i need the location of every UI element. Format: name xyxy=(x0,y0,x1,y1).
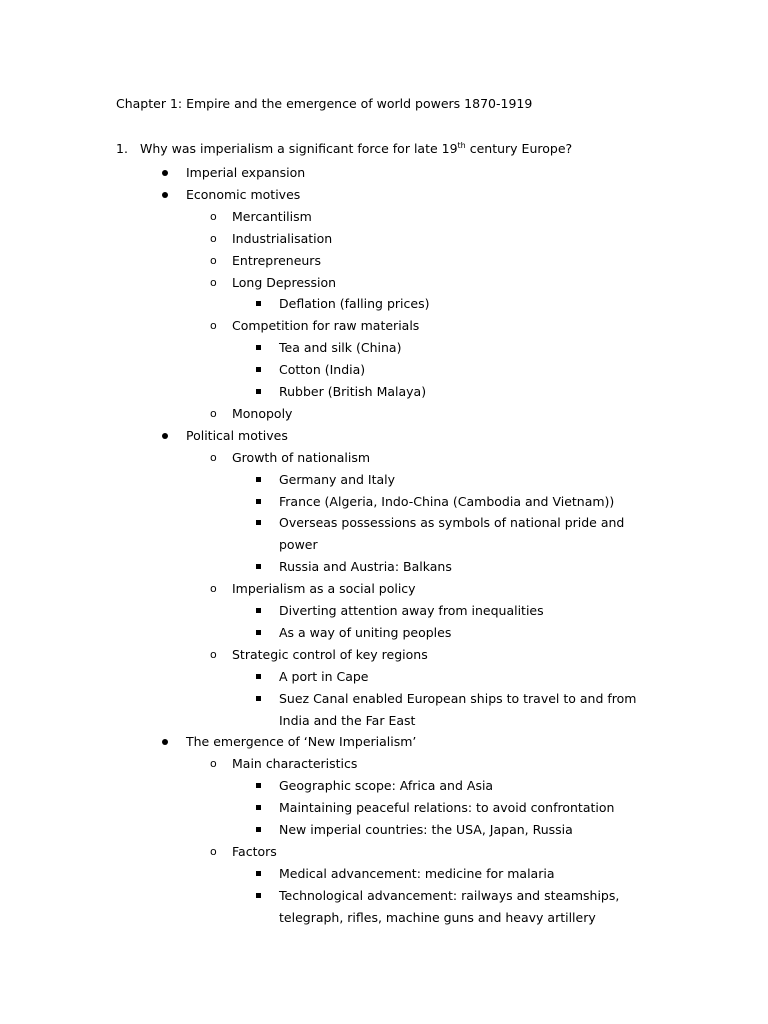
outline-item-level-4: power xyxy=(279,537,318,553)
outline-item-level-1: Imperial expansion xyxy=(186,165,306,180)
outline-item-level-3: A port in Cape xyxy=(279,668,369,684)
outline-item-level-3: Maintaining peaceful relations: to avoid confrontation xyxy=(279,800,615,816)
outline-item-level-2: Long Depression xyxy=(232,274,337,290)
outline-item-level-1: Economic motives xyxy=(186,186,301,202)
outline-item-level-1: Political motives xyxy=(186,427,288,443)
bullet-circle-icon: o xyxy=(210,450,217,464)
bullet-circle-icon: o xyxy=(210,275,217,289)
question-text-end: century Europe? xyxy=(465,141,573,156)
outline-item-level-3: Tea and silk (China) xyxy=(279,340,402,356)
bullet-circle-icon: o xyxy=(210,319,217,333)
outline-item-level-2: Main characteristics xyxy=(232,756,358,772)
question-superscript: th xyxy=(457,140,466,150)
bullet-circle-icon: o xyxy=(210,231,217,245)
outline-item-level-2: Industrialisation xyxy=(232,230,333,246)
outline-item-level-4: telegraph, rifles, machine guns and heavy artillery xyxy=(279,909,596,925)
outline-item-level-2: Entrepreneurs xyxy=(232,252,321,268)
bullet-circle-icon: o xyxy=(210,582,217,596)
outline-item-level-3: New imperial countries: the USA, Japan, Russia xyxy=(279,822,573,837)
outline-item-level-3: Suez Canal enabled European ships to travel to and from xyxy=(279,690,637,706)
outline-item-level-3: As a way of uniting peoples xyxy=(279,624,452,640)
outline-item-level-4: India and the Far East xyxy=(279,712,416,728)
outline-item-level-2: Factors xyxy=(232,843,277,859)
outline-item-level-1: The emergence of ‘New Imperialism’ xyxy=(186,734,417,750)
outline-item-level-3: Medical advancement: medicine for malaria xyxy=(279,865,555,881)
outline-item-level-2: Imperialism as a social policy xyxy=(232,581,416,597)
outline-item-level-2: Mercantilism xyxy=(232,208,312,224)
bullet-circle-icon: o xyxy=(210,647,217,661)
bullet-circle-icon: o xyxy=(210,757,217,771)
bullet-circle-icon: o xyxy=(210,406,217,420)
question-number: 1. xyxy=(116,141,128,156)
outline-item-level-2: Competition for raw materials xyxy=(232,318,420,334)
outline-item-level-3: Technological advancement: railways and steamships, xyxy=(279,887,620,903)
outline-item-level-3: Geographic scope: Africa and Asia xyxy=(279,778,494,794)
bullet-circle-icon: o xyxy=(210,844,217,858)
bullet-circle-icon: o xyxy=(210,209,217,223)
outline-item-level-3: France (Algeria, Indo-China (Cambodia and Vietnam)) xyxy=(279,493,615,509)
outline-item-level-3: Deflation (falling prices) xyxy=(279,296,430,312)
outline-item-level-3: Germany and Italy xyxy=(279,471,396,487)
outline-item-level-3: Diverting attention away from inequalities xyxy=(279,603,544,618)
outline-item-level-3: Russia and Austria: Balkans xyxy=(279,559,452,575)
outline-item-level-3: Cotton (India) xyxy=(279,362,366,378)
outline-item-level-2: Strategic control of key regions xyxy=(232,646,428,662)
outline-item-level-2: Growth of nationalism xyxy=(232,449,371,465)
bullet-circle-icon: o xyxy=(210,253,217,267)
outline-item-level-2: Monopoly xyxy=(232,405,293,421)
document-title: Chapter 1: Empire and the emergence of world powers 1870-1919 xyxy=(116,96,533,111)
outline-item-level-3: Rubber (British Malaya) xyxy=(279,384,427,399)
question-text: Why was imperialism a significant force for late 19 xyxy=(140,141,458,156)
outline-item-level-3: Overseas possessions as symbols of national pride and xyxy=(279,515,625,531)
